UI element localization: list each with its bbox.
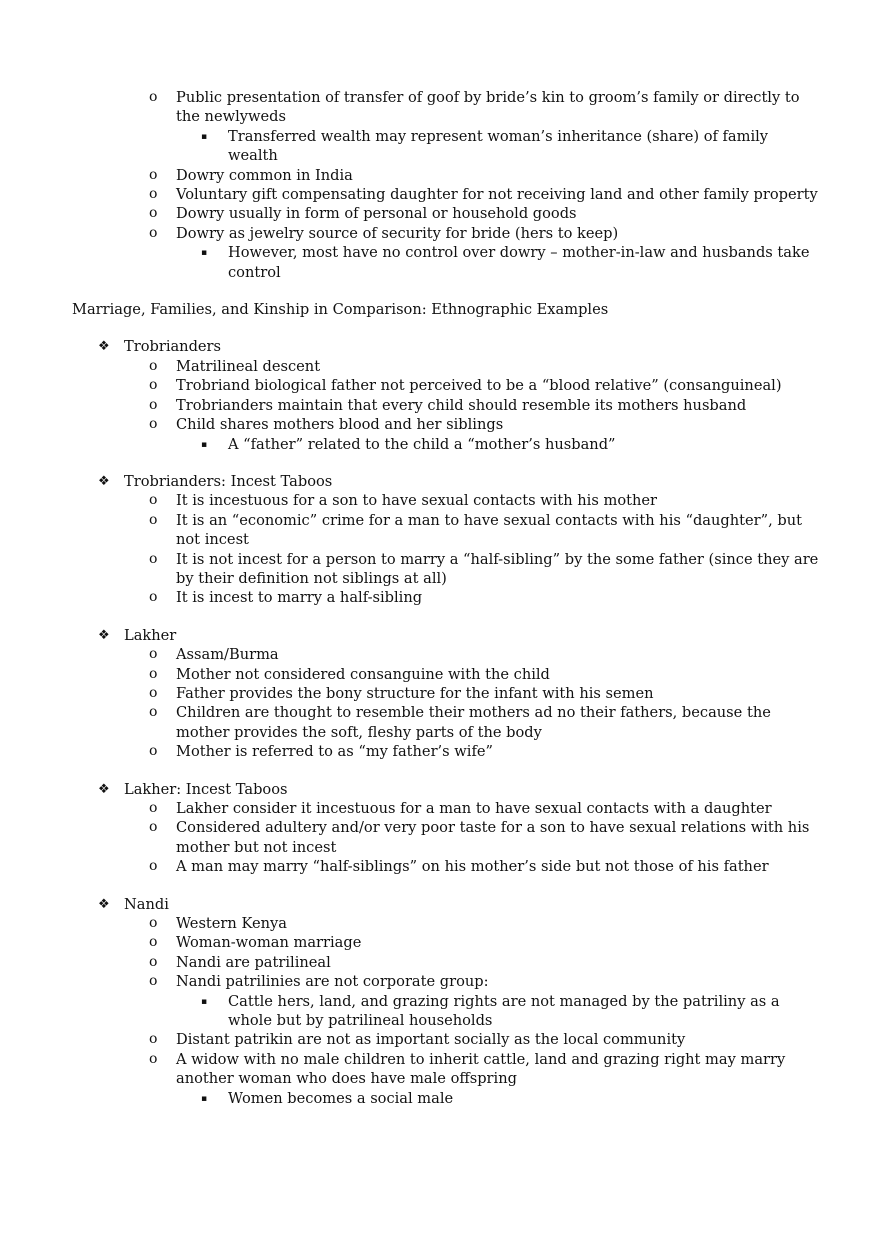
circle-bullet-icon: o — [149, 416, 158, 433]
circle-bullet-icon: o — [149, 224, 158, 241]
list-item — [0, 1089, 880, 1108]
circle-bullet-icon: o — [149, 377, 158, 394]
list-item — [0, 588, 880, 607]
list-item — [0, 857, 880, 876]
diamond-bullet-icon: ❖ — [98, 896, 110, 912]
list-item — [0, 127, 880, 166]
list-item — [0, 1030, 880, 1049]
list-item-text: Nandi are patrilineal — [176, 953, 331, 971]
circle-bullet-icon: o — [149, 1031, 158, 1048]
list-item-text: Trobriand biological father not perceived to be a “blood relative” (consanguineal) — [176, 377, 782, 395]
document-page — [0, 88, 880, 1108]
square-bullet-icon: ▪ — [201, 248, 208, 259]
circle-bullet-icon: o — [149, 511, 158, 528]
list-item-text: Cattle hers, land, and grazing rights are not managed by the patriliny as a whole but by patrilineal households — [228, 992, 780, 1030]
section-title — [0, 895, 880, 914]
list-item — [0, 818, 880, 857]
list-item-text: Dowry as jewelry source of security for bride (hers to keep) — [176, 224, 619, 242]
list-item-text: Western Kenya — [176, 915, 287, 933]
list-item — [0, 665, 880, 684]
list-item-text: Nandi patrilinies are not corporate group: — [176, 973, 489, 991]
circle-bullet-icon: o — [149, 357, 158, 374]
list-item-text: Children are thought to resemble their mothers ad no their fathers, because the mother provides the soft, fleshy parts of the body — [176, 704, 771, 741]
list-item — [0, 376, 880, 395]
list-item-text: A “father” related to the child a “mother’s husband” — [228, 435, 616, 453]
list-item — [0, 742, 880, 761]
circle-bullet-icon: o — [149, 800, 158, 816]
list-item — [0, 684, 880, 703]
square-bullet-icon: ▪ — [201, 439, 208, 450]
list-item — [0, 185, 880, 204]
list-item — [0, 435, 880, 454]
list-item — [0, 415, 880, 434]
circle-bullet-icon: o — [149, 684, 158, 701]
list-item — [0, 914, 880, 933]
list-item — [0, 204, 880, 223]
list-item-text: It is not incest for a person to marry a “half-sibling” by the some father (since they are by their definition not siblings at all) — [176, 550, 819, 587]
circle-bullet-icon: o — [149, 646, 158, 663]
section-title-text: Trobrianders: Incest Taboos — [124, 472, 333, 490]
circle-bullet-icon: o — [149, 492, 158, 509]
list-item — [0, 992, 880, 1031]
section-block — [0, 626, 880, 762]
list-item — [0, 953, 880, 972]
list-item — [0, 491, 880, 510]
circle-bullet-icon: o — [149, 89, 158, 105]
list-item-text: Father provides the bony structure for the infant with his semen — [176, 684, 654, 702]
list-item — [0, 88, 880, 127]
circle-bullet-icon: o — [149, 934, 158, 951]
list-item — [0, 933, 880, 952]
section-title-text: Trobrianders — [124, 338, 222, 356]
circle-bullet-icon: o — [149, 704, 158, 721]
list-item-text: Dowry usually in form of personal or household goods — [176, 205, 577, 223]
circle-bullet-icon: o — [149, 396, 158, 413]
list-item-text: Trobrianders maintain that every child should resemble its mothers husband — [176, 396, 747, 414]
list-item-text: Lakher consider it incestuous for a man to have sexual contacts with a daughter — [176, 800, 772, 817]
circle-bullet-icon: o — [149, 1050, 158, 1067]
list-item — [0, 645, 880, 664]
diamond-bullet-icon: ❖ — [98, 339, 110, 355]
ethnographic-sections — [0, 337, 880, 1108]
section-title — [0, 626, 880, 645]
circle-bullet-icon: o — [149, 550, 158, 567]
list-item — [0, 972, 880, 991]
list-item-text: Matrilineal descent — [176, 357, 321, 375]
square-bullet-icon: ▪ — [201, 1093, 208, 1104]
circle-bullet-icon: o — [149, 743, 158, 760]
list-item-text: However, most have no control over dowry – mother-in-law and husbands take control — [228, 244, 810, 281]
list-item-text: A man may marry “half-siblings” on his mother’s side but not those of his father — [176, 858, 769, 876]
list-item-text: Distant patrikin are not as important socially as the local community — [176, 1031, 686, 1049]
circle-bullet-icon: o — [149, 973, 158, 990]
list-item — [0, 511, 880, 550]
circle-bullet-icon: o — [149, 819, 158, 836]
list-item-text: Woman-woman marriage — [176, 934, 362, 952]
list-item — [0, 166, 880, 185]
list-item — [0, 799, 880, 818]
circle-bullet-icon: o — [149, 858, 158, 875]
list-item-text: Mother not considered consanguine with the child — [176, 665, 550, 683]
list-item — [0, 550, 880, 589]
section-title-text: Lakher: Incest Taboos — [124, 780, 288, 798]
list-item — [0, 703, 880, 742]
list-item — [0, 243, 880, 282]
circle-bullet-icon: o — [149, 186, 158, 203]
list-item-text: Dowry common in India — [176, 166, 353, 184]
list-item-text: Voluntary gift compensating daughter for not receiving land and other family property — [176, 186, 818, 204]
list-item-text: It is incest to marry a half-sibling — [176, 589, 423, 607]
list-item-text: Child shares mothers blood and her siblings — [176, 416, 504, 434]
list-item-text: Assam/Burma — [176, 646, 279, 664]
section-block — [0, 472, 880, 608]
circle-bullet-icon: o — [149, 915, 158, 932]
list-item — [0, 224, 880, 243]
list-item — [0, 396, 880, 415]
list-item — [0, 1050, 880, 1089]
circle-bullet-icon: o — [149, 205, 158, 222]
list-item-text: Women becomes a social male — [228, 1089, 454, 1107]
section-title — [0, 337, 880, 356]
circle-bullet-icon: o — [149, 953, 158, 970]
section-block — [0, 337, 880, 453]
list-item-text: A widow with no male children to inherit cattle, land and grazing right may marry another woman who does have male offspring — [176, 1050, 786, 1088]
square-bullet-icon: ▪ — [201, 131, 208, 142]
section-title — [0, 780, 880, 799]
section-block — [0, 895, 880, 1108]
list-item-text: Transferred wealth may represent woman’s inheritance (share) of family wealth — [228, 127, 769, 165]
section-heading: Marriage, Families, and Kinship in Comparison: Ethnographic Examples — [72, 301, 609, 319]
circle-bullet-icon: o — [149, 166, 158, 183]
section-title-text: Lakher — [124, 626, 177, 644]
section-block — [0, 780, 880, 877]
circle-bullet-icon: o — [149, 589, 158, 606]
circle-bullet-icon: o — [149, 665, 158, 682]
square-bullet-icon: ▪ — [201, 996, 208, 1007]
list-item-text: It is incestuous for a son to have sexual contacts with his mother — [176, 492, 657, 510]
list-item-text: Considered adultery and/or very poor taste for a son to have sexual relations with his mother but not incest — [176, 819, 810, 856]
list-item-text: It is an “economic” crime for a man to have sexual contacts with his “daughter”, but not incest — [176, 511, 802, 549]
list-item-text: Public presentation of transfer of goof by bride’s kin to groom’s family or directly to the newlyweds — [176, 89, 800, 126]
section-title-text: Nandi — [124, 895, 169, 913]
section-title — [0, 472, 880, 491]
diamond-bullet-icon: ❖ — [98, 627, 110, 643]
diamond-bullet-icon: ❖ — [98, 781, 110, 797]
list-item — [0, 357, 880, 376]
list-item-text: Mother is referred to as “my father’s wife” — [176, 743, 493, 761]
diamond-bullet-icon: ❖ — [98, 473, 110, 489]
dowry-list — [0, 88, 880, 282]
